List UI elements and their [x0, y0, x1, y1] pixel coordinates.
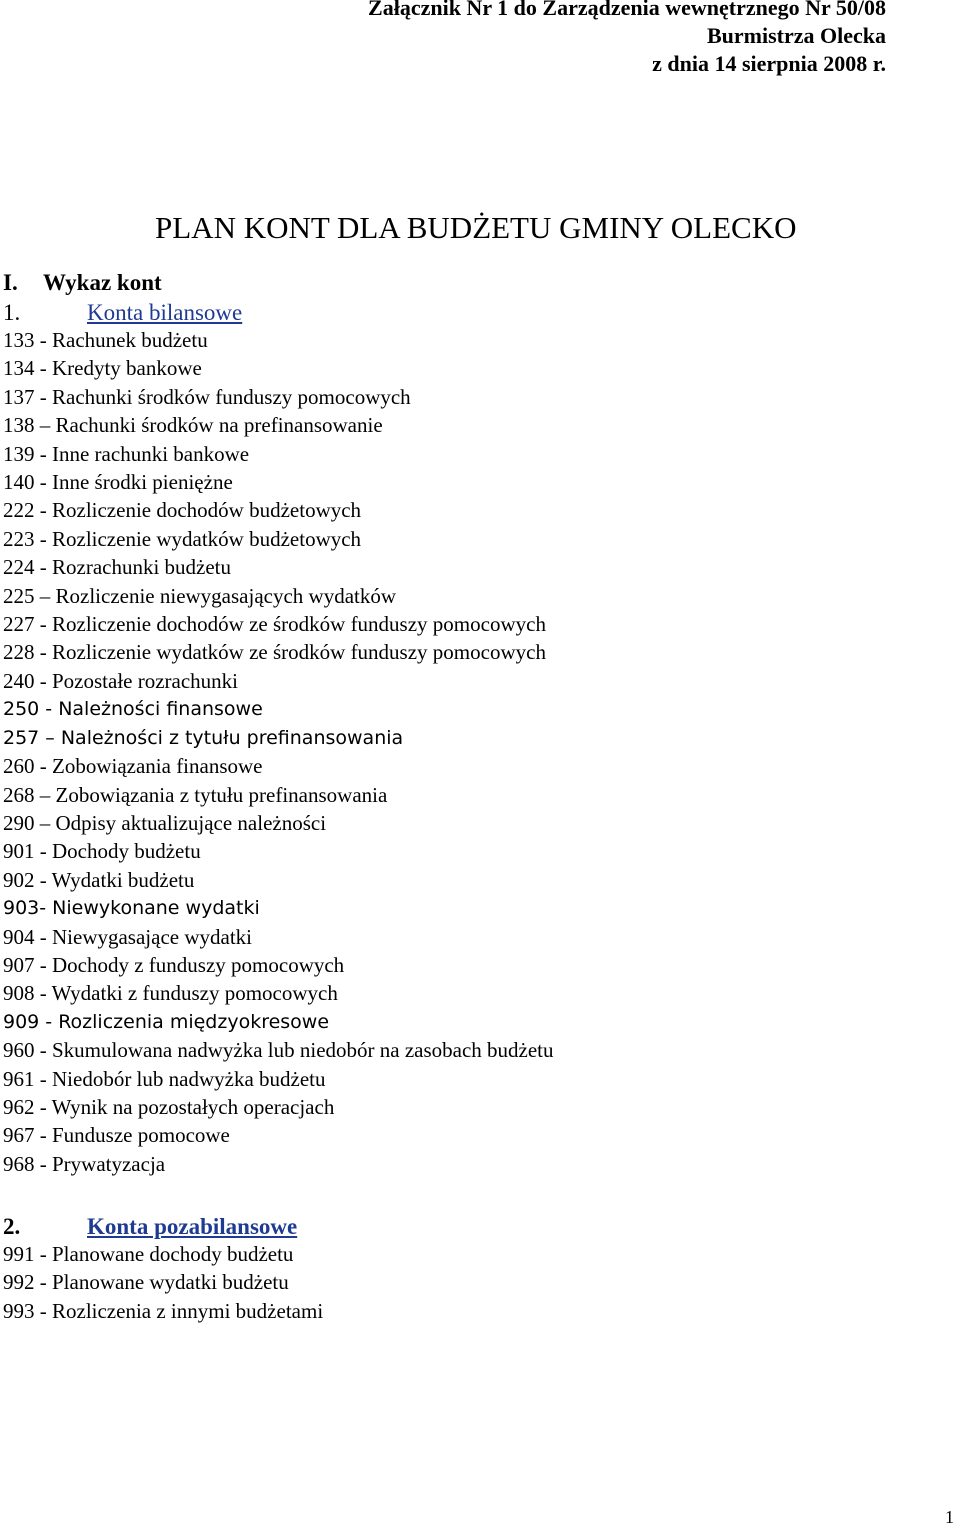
list-item: 257 – Należności z tytułu prefinansowania [3, 726, 404, 749]
list-item: 133 - Rachunek budżetu [3, 328, 208, 352]
list-item: 250 - Należności finansowe [3, 698, 263, 721]
list-item: 134 - Kredyty bankowe [3, 356, 202, 381]
balance-accounts-list [3, 326, 554, 1178]
section-2-number: 2. [3, 1214, 21, 1239]
list-item: 962 - Wynik na pozostałych operacjach [3, 1094, 335, 1119]
page-title: PLAN KONT DLA BUDŻETU GMINY OLECKO [155, 210, 797, 245]
list-item: 908 - Wydatki z funduszy pomocowych [3, 981, 338, 1006]
section-1-number: 1. [3, 300, 21, 325]
section-main-label: Wykaz kont [43, 270, 162, 295]
offbalance-accounts-list [3, 1240, 323, 1325]
list-item: 227 - Rozliczenie dochodów ze środków funduszy pomocowych [3, 612, 546, 637]
list-item: 290 – Odpisy aktualizujące należności [3, 810, 327, 835]
list-item: 903- Niewykonane wydatki [3, 897, 260, 920]
list-item: 139 - Inne rachunki bankowe [3, 441, 250, 466]
list-item: 968 - Prywatyzacja [3, 1151, 166, 1176]
section-2-heading [3, 1212, 297, 1242]
list-item: 992 - Planowane wydatki budżetu [3, 1270, 289, 1295]
header-line-3: z dnia 14 sierpnia 2008 r. [652, 51, 886, 76]
list-item: 140 - Inne środki pieniężne [3, 470, 233, 495]
list-item: 223 - Rozliczenie wydatków budżetowych [3, 526, 362, 551]
list-item: 137 - Rachunki środków funduszy pomocowych [3, 384, 411, 409]
list-item: 960 - Skumulowana nadwyżka lub niedobór na zasobach budżetu [3, 1038, 554, 1063]
section-2-link[interactable]: Konta pozabilansowe [87, 1214, 298, 1239]
list-item: 993 - Rozliczenia z innymi budżetami [3, 1298, 324, 1323]
document-header [368, 0, 886, 78]
list-item: 224 - Rozrachunki budżetu [3, 555, 232, 580]
list-item: 904 - Niewygasające wydatki [3, 924, 252, 949]
header-line-2: Burmistrza Olecka [706, 23, 886, 48]
header-line-1: Załącznik Nr 1 do Zarządzenia wewnętrznego Nr 50/08 [368, 0, 886, 20]
list-item: 138 – Rachunki środków na prefinansowanie [3, 413, 383, 438]
section-1-heading [3, 298, 242, 328]
list-item: 240 - Pozostałe rozrachunki [3, 668, 239, 693]
section-main-heading [3, 268, 162, 298]
list-item: 961 - Niedobór lub nadwyżka budżetu [3, 1066, 326, 1091]
list-item: 967 - Fundusze pomocowe [3, 1123, 230, 1148]
list-item: 901 - Dochody budżetu [3, 839, 201, 864]
list-item: 909 - Rozliczenia międzyokresowe [3, 1010, 330, 1033]
list-item: 268 – Zobowiązania z tytułu prefinansowania [3, 782, 388, 807]
section-main-number: I. [3, 270, 18, 295]
section-1-link[interactable]: Konta bilansowe [87, 300, 243, 325]
list-item: 228 - Rozliczenie wydatków ze środków funduszy pomocowych [3, 640, 546, 665]
list-item: 991 - Planowane dochody budżetu [3, 1242, 294, 1266]
list-item: 907 - Dochody z funduszy pomocowych [3, 952, 345, 977]
page-number: 1 [945, 1507, 954, 1527]
list-item: 225 – Rozliczenie niewygasających wydatków [3, 583, 397, 608]
list-item: 260 - Zobowiązania finansowe [3, 754, 263, 779]
list-item: 902 - Wydatki budżetu [3, 867, 195, 892]
list-item: 222 - Rozliczenie dochodów budżetowych [3, 498, 362, 523]
